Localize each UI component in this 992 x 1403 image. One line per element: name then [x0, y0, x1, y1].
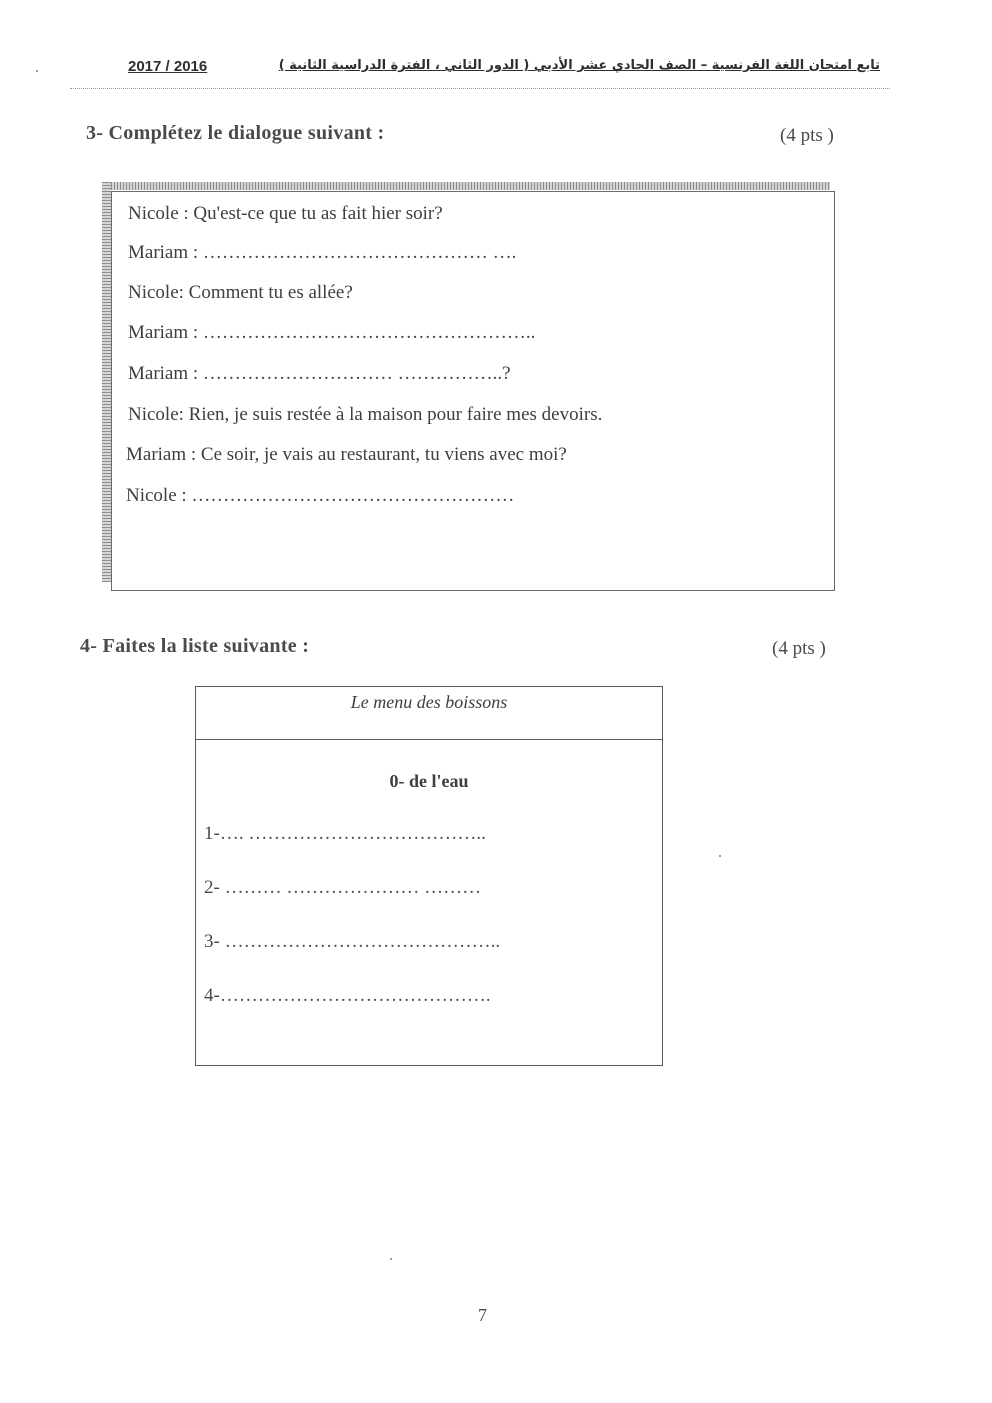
exam-header [120, 52, 880, 82]
scan-speck [36, 70, 38, 72]
dialogue-box-shadow-left [102, 182, 111, 582]
question-4-title: 4- Faites la liste suivante : [80, 635, 310, 657]
drinks-menu-box [195, 686, 663, 1066]
header-divider [70, 88, 890, 89]
scan-speck [719, 855, 721, 857]
menu-item-2[interactable]: 2- ……… ………………… ……… [204, 877, 482, 898]
menu-item-4[interactable]: 4-……………………………………. [204, 985, 491, 1006]
menu-item-1[interactable]: 1-…. ……………………………….. [204, 823, 486, 844]
menu-title: Le menu des boissons [196, 687, 662, 740]
dialogue-frame [111, 191, 835, 591]
page-number: 7 [478, 1305, 487, 1325]
question-3-title: 3- Complétez le dialogue suivant : [86, 122, 385, 144]
header-title: تابع امتحان اللغة الفرنسية – الصف الحادي عشر الأدبي ( الدور الثاني ، الفترة الدراسية الثانية ) [278, 58, 880, 73]
scan-speck [390, 1258, 392, 1260]
dialogue-line-5[interactable]: Mariam : ………………………… ……………..? [128, 363, 511, 384]
dialogue-box-shadow-top [102, 182, 830, 190]
question-3-points: (4 pts ) [780, 125, 834, 146]
question-4-points: (4 pts ) [772, 638, 826, 659]
dialogue-line-3: Nicole: Comment tu es allée? [128, 282, 353, 303]
dialogue-box [102, 182, 836, 592]
dialogue-line-7: Mariam : Ce soir, je vais au restaurant, tu viens avec moi? [126, 444, 567, 465]
dialogue-line-1: Nicole : Qu'est-ce que tu as fait hier soir? [128, 203, 443, 224]
menu-example-item: 0- de l'eau [389, 771, 469, 791]
header-year: 2017 / 2016 [128, 58, 208, 75]
dialogue-line-4[interactable]: Mariam : …………………………………………….. [128, 322, 536, 343]
dialogue-line-8[interactable]: Nicole : …………………………………………… [126, 485, 515, 506]
menu-item-3[interactable]: 3- …………………………………….. [204, 931, 501, 952]
dialogue-line-6: Nicole: Rien, je suis restée à la maison pour faire mes devoirs. [128, 404, 603, 425]
dialogue-line-2[interactable]: Mariam : ……………………………………… …. [128, 242, 517, 263]
